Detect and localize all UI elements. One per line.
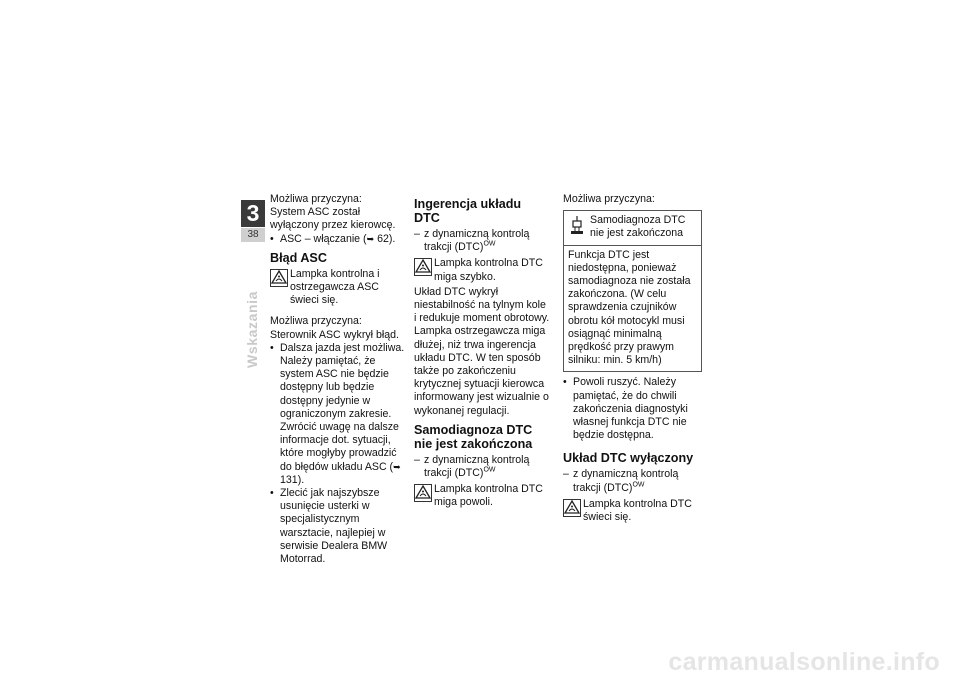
section-heading-dtc-intervention: Ingerencja układu DTC (414, 197, 522, 225)
asc-lamp-text: Lampka kontrolna i ostrzegawcza ASC świeci się. (290, 267, 380, 307)
chapter-tab (241, 200, 265, 227)
dtc-on-lamp-note (563, 498, 702, 524)
dtc-slow-lamp-text: Lampka kontrolna DTC miga powoli. (434, 483, 543, 509)
arrow-ref-icon: ➥ (393, 461, 401, 472)
intro-cause-text: System ASC został wyłączony przez kierowcę. (270, 206, 396, 232)
arrow-ref-icon: ➥ (366, 233, 375, 244)
dtc-lamp-icon (414, 484, 432, 502)
wheel-sensor-icon (570, 216, 584, 236)
variant-item: – z dynamiczną kontrolą trakcji (DTC)$^{OW}$ (414, 228, 530, 254)
section-heading-dtc-off: Układ DTC wyłączony (563, 451, 694, 466)
selfdiag-info-box (563, 210, 702, 372)
section-heading-selfdiag: Samodiagnoza DTC nie jest zakończona (414, 422, 533, 451)
watermark: carmanualsonline.info (668, 648, 940, 676)
asc-lamp-note (270, 268, 406, 308)
list-item: • ASC – włączanie (➥ 62). (270, 232, 396, 245)
asc-warning-lamp-icon (270, 269, 288, 287)
column-3 (563, 193, 702, 526)
cause-label: Możliwa przyczyna: (563, 193, 655, 205)
chapter-side-label: Wskazania (244, 291, 260, 368)
asc-cause-text: Sterownik ASC wykrył błąd. (270, 328, 399, 341)
column-1 (270, 193, 406, 566)
asc-cause-label: Możliwa przyczyna: (270, 315, 362, 328)
selfdiag-box-title: Samodiagnoza DTC nie jest zakończona (590, 214, 686, 240)
dtc-lamp-icon (563, 499, 581, 517)
list-item: • Dalsza jazda jest możliwa. Należy pamiętać, że system ASC nie będzie dostępny lub będzie dostępny jedynie w ograniczonym zakresie. Zwrócić uwagę na dalsze informacje dot. sytuacji, które mogłyby prowadzić do błędów układu ASC (➥ 131). (270, 341, 405, 486)
dtc-on-lamp-text: Lampka kontrolna DTC świeci się. (583, 497, 692, 524)
chapter-number: 3 (246, 200, 260, 226)
dtc-slow-lamp-note (414, 483, 550, 509)
page-ref-link[interactable]: 131 (280, 473, 298, 486)
page-ref-link[interactable]: 62 (377, 232, 389, 245)
variant-item: – z dynamiczną kontrolą trakcji (DTC)$^{OW}$ (414, 453, 530, 480)
dtc-lamp-icon (414, 258, 432, 276)
variant-item: – z dynamiczną kontrolą trakcji (DTC)$^{OW}$ (563, 468, 679, 494)
selfdiag-box-body: Funkcja DTC jest niedostępna, ponieważ samodiagnoza nie została zakończona. (W celu sprawdzenia czujników obrotu kół motocykl musi osiągnąć minimalną prędkość przy prawym silniku: min. 5 km/h) (568, 248, 691, 367)
selfdiag-box-header (564, 211, 701, 245)
dtc-fast-lamp-text: Lampka kontrolna DTC miga szybko. (434, 257, 543, 283)
intro-cause-label: Możliwa przyczyna: (270, 193, 362, 205)
dtc-fast-lamp-note (414, 257, 550, 283)
column-2 (414, 197, 550, 512)
list-item: • Zlecić jak najszybsze usunięcie usterki w specjalistycznym warsztacie, najlepiej w serwisie Dealera BMW Motorrad. (270, 487, 388, 566)
list-item: • Powoli ruszyć. Należy pamiętać, że do chwili zakończenia diagnostyki własnej funkcja DTC nie będzie dostępna. (563, 376, 688, 442)
dtc-intervention-paragraph: Układ DTC wykrył niestabilność na tylnym kole i redukuje moment obrotowy. Lampka ostrzegawcza miga dłużej, niż trwa ingerencja układu DTC. W ten sposób także po zakończeniu krytycznej sytuacji kierowca informowany jest wizualnie o wykonanej regulacji. (414, 285, 550, 417)
section-heading-asc-error: Błąd ASC (270, 250, 327, 265)
page-number: 38 (241, 228, 265, 242)
